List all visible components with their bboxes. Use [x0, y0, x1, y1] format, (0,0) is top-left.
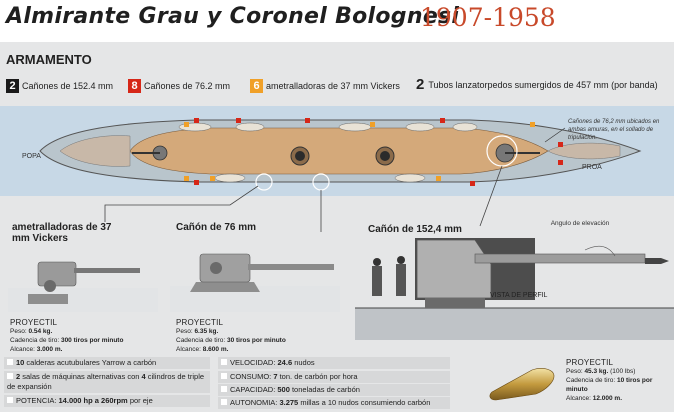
callout-line-37	[105, 186, 258, 222]
bullet-icon	[221, 399, 227, 405]
spec-37mm-cadencia: 300 tiros por minuto	[60, 337, 124, 344]
bullet-icon	[221, 359, 227, 365]
stat-consumo-value: 7	[273, 372, 278, 381]
spec-76mm-title: PROYECTIL	[176, 318, 224, 327]
stat-potencia-label: POTENCIA:	[16, 396, 59, 405]
stat-consumo-rest: ton. de carbón por hora	[277, 372, 358, 381]
stat-consumo	[218, 371, 450, 383]
stat-calderas-text: calderas acutubulares Yarrow a carbón	[24, 358, 157, 367]
gunner-1-body	[372, 266, 382, 296]
bullet-icon	[7, 359, 13, 365]
gun-76mm-base	[190, 282, 260, 292]
stat-calderas-num: 10	[16, 358, 25, 367]
legend-label-152: Cañones de 152.4 mm	[22, 81, 114, 91]
section-label-76mm: Cañón de 76 mm	[176, 222, 257, 233]
spec-76mm-cadencia: 30 tiros por minuto	[226, 337, 286, 344]
legend-badge-152: 2	[6, 79, 19, 93]
page-title: Almirante Grau y Coronel Bolognesi	[6, 4, 460, 29]
profile-label: VISTA DE PERFIL	[490, 292, 548, 299]
gun-152mm-shell	[645, 258, 669, 264]
shell-152mm-illustration	[488, 362, 558, 402]
gunner-2-head	[397, 256, 405, 264]
gun-76mm-barrel	[248, 264, 334, 270]
spec-76mm-alcance: 8.600 m.	[202, 346, 229, 353]
gun-152mm-deck	[355, 308, 674, 340]
spec-37mm-alcance-label: Alcance:	[10, 346, 37, 353]
spec-37mm	[10, 318, 123, 354]
stat-salas-text-a: salas de máquinas alternativas con	[20, 372, 142, 381]
spec-152mm-title: PROYECTIL	[566, 358, 614, 367]
spec-37mm-cadencia-label: Cadencia de tiro:	[10, 337, 61, 344]
bullet-icon	[221, 386, 227, 392]
stat-potencia-value: 14.000 hp a 260rpm	[58, 396, 128, 405]
stat-autonomia-value: 3.275	[279, 398, 299, 407]
spec-76mm	[176, 318, 286, 354]
gun-76mm-breech	[210, 262, 222, 274]
stat-velocidad-value: 24.6	[277, 358, 293, 367]
stat-potencia	[4, 395, 210, 407]
spec-152mm-alcance-label: Alcance:	[566, 395, 593, 402]
angle-label: Angulo de elevación	[550, 220, 610, 227]
bullet-icon	[7, 373, 13, 379]
spec-37mm-peso: 0.54 kg.	[28, 328, 53, 335]
spec-76mm-peso-label: Peso:	[176, 328, 195, 335]
gun-37mm-barrel	[74, 268, 140, 273]
spec-152mm-peso: 45.3 kg.	[584, 368, 609, 375]
shell-body	[490, 368, 554, 400]
bullet-icon	[221, 373, 227, 379]
ship-note: Cañones de 76,2 mm ubicados en ambas amuras, en el sollado de tripulación.	[568, 119, 660, 141]
gun-37mm-base	[28, 294, 68, 304]
stat-potencia-rest: por eje	[127, 396, 153, 405]
legend-num-torpedos: 2	[416, 76, 425, 93]
spec-152mm-peso-extra: (100 lbs)	[608, 368, 636, 375]
section-label-152mm: Cañón de 152,4 mm	[368, 224, 462, 235]
gun-152mm-shield	[417, 240, 491, 298]
gun-76mm-body	[200, 254, 250, 282]
legend-badge-37: 6	[250, 79, 263, 93]
spec-76mm-peso: 6.35 kg.	[194, 328, 219, 335]
bow-label: PROA	[582, 164, 602, 171]
stat-autonomia-rest: millas a 10 nudos consumiendo carbón	[298, 398, 431, 407]
gun-152mm-barrel	[475, 254, 645, 263]
years-label: 1907-1958	[420, 3, 556, 32]
bullet-icon	[7, 397, 13, 403]
stat-autonomia-label: AUTONOMIA:	[230, 398, 280, 407]
stat-salas-num2: 4	[141, 372, 146, 381]
stat-capacidad-value: 500	[277, 385, 290, 394]
stat-consumo-label: CONSUMO:	[230, 372, 274, 381]
legend-label-torpedos: Tubos lanzatorpedos sumergidos de 457 mm (por banda)	[428, 79, 658, 90]
gun-37mm-body	[38, 262, 76, 286]
spec-152mm-alcance: 12.000 m.	[592, 395, 623, 402]
callout-line-152	[480, 166, 502, 226]
stat-capacidad-rest: toneladas de carbón	[289, 385, 360, 394]
stat-salas-num: 2	[16, 372, 21, 381]
gun-152mm-illustration	[355, 228, 674, 340]
gun-37mm-illustration	[8, 250, 158, 312]
gunner-2-body	[396, 264, 406, 296]
spec-76mm-alcance-label: Alcance:	[176, 346, 203, 353]
spec-152mm-cadencia: 10 tiros por minuto	[566, 377, 653, 393]
legend-label-37: ametralladoras de 37 mm Vickers	[266, 81, 400, 91]
stat-velocidad-rest: nudos	[292, 358, 315, 367]
stern-label: POPA	[22, 153, 41, 160]
stat-velocidad-label: VELOCIDAD:	[230, 358, 278, 367]
stat-capacidad-label: CAPACIDAD:	[230, 385, 278, 394]
spec-37mm-title: PROYECTIL	[10, 318, 58, 327]
legend-label-76: Cañones de 76.2 mm	[144, 81, 231, 91]
stat-velocidad	[218, 357, 450, 369]
gun-152mm-mount	[425, 298, 485, 308]
armamento-title: ARMAMENTO	[6, 52, 92, 67]
spec-37mm-peso-label: Peso:	[10, 328, 29, 335]
gun-37mm-mount	[44, 280, 56, 292]
gun-76mm-illustration	[170, 240, 340, 312]
spec-152mm-cadencia-label: Cadencia de tiro:	[566, 377, 617, 384]
spec-152mm-peso-label: Peso:	[566, 368, 585, 375]
stat-salas	[4, 371, 210, 393]
stat-salas-text-b: cilindros de triple de expansión	[7, 372, 205, 391]
legend-badge-76: 8	[128, 79, 141, 93]
spec-37mm-alcance: 3.000 m.	[36, 346, 63, 353]
stat-autonomia	[218, 397, 450, 409]
stat-calderas	[4, 357, 210, 369]
spec-152mm	[566, 358, 674, 403]
spec-76mm-cadencia-label: Cadencia de tiro:	[176, 337, 227, 344]
gunner-1-head	[373, 258, 381, 266]
section-label-37mm: ametralladoras de 37 mm Vickers	[12, 222, 112, 244]
stat-capacidad	[218, 384, 450, 396]
